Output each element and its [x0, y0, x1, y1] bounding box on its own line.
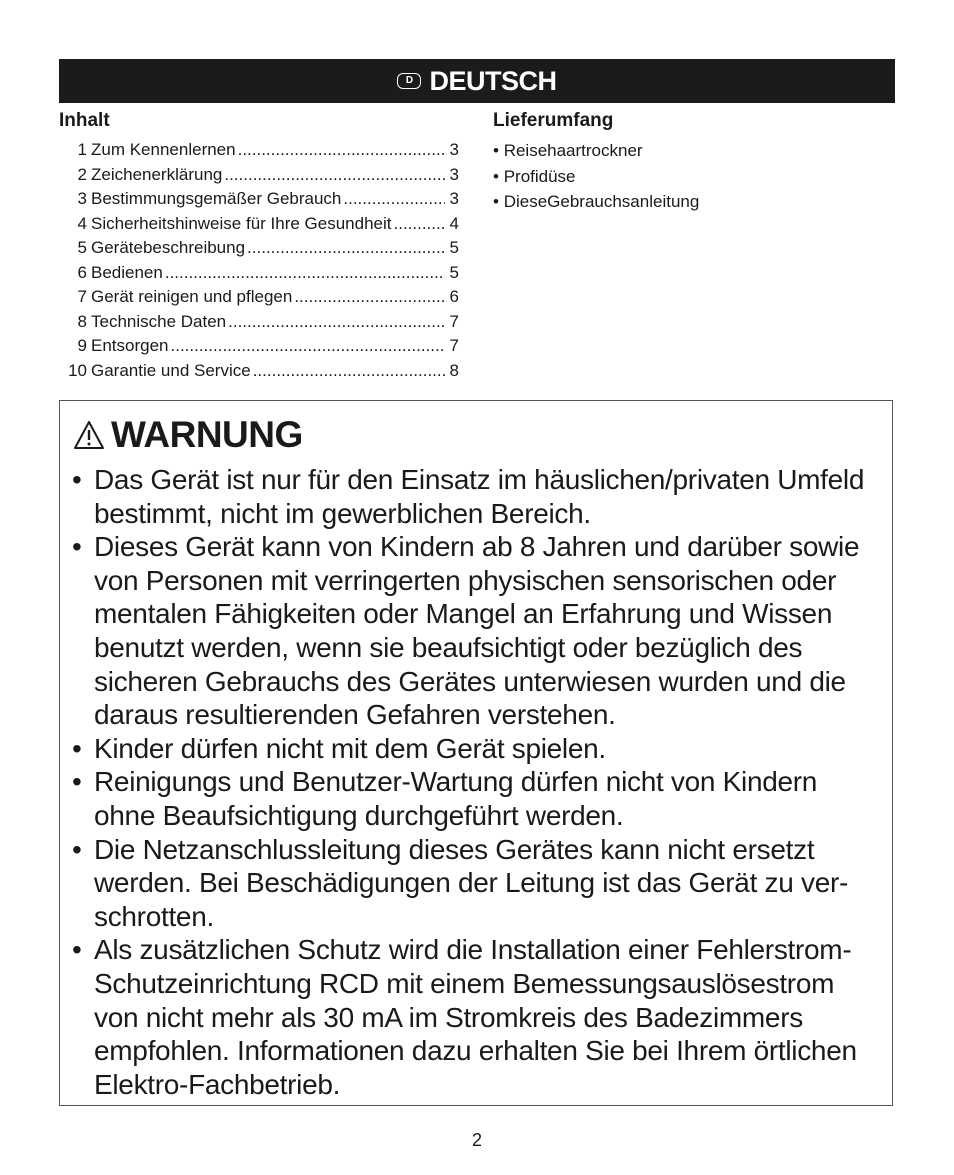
- warning-header: [73, 415, 303, 455]
- toc-item-page: 5: [449, 262, 459, 282]
- toc-item-number: 9: [77, 336, 87, 355]
- toc-item-page: 7: [449, 336, 459, 355]
- warning-title: WARNUNG: [111, 414, 303, 455]
- warning-list: [72, 463, 884, 1101]
- toc-item-number: 7: [77, 287, 87, 306]
- toc-item-label: Gerätebeschreibung: [91, 238, 246, 257]
- warning-item: [72, 530, 884, 732]
- warning-item: [72, 732, 884, 766]
- toc-item-number: 5: [77, 238, 87, 257]
- warning-item-text: Das Gerät ist nur für den Einsatz im häuslichen/privaten Umfeld bestimmt, nicht im gewerblichen Bereich.: [94, 464, 865, 529]
- warning-item-text: Die Netzanschlussleitung dieses Gerätes kann nicht ersetzt werden. Bei Beschädigungen der Leitung ist das Gerät zu ver-schrotten.: [94, 833, 849, 932]
- toc-item[interactable]: [59, 334, 459, 359]
- scope-item: • DieseGebrauchsanleitung: [493, 192, 700, 211]
- bullet-icon: •: [72, 766, 82, 798]
- warning-item: [72, 933, 884, 1101]
- toc-item-number: 10: [68, 360, 87, 380]
- toc-item-page: 6: [449, 287, 459, 306]
- scope-item-label: Profidüse: [503, 166, 576, 186]
- toc-item[interactable]: [59, 187, 459, 212]
- warning-item-text: Als zusätzlichen Schutz wird die Installation einer Fehlerstrom-Schutzeinrichtung RCD mit einem Bemessungsauslösestrom von nicht mehr als 30 mA im Stromkreis des Badezimmers empfohlen. Informationen dazu erhalten Sie bei Ihrem örtlichen Elektro-Fachbetrieb.: [94, 934, 857, 1100]
- toc-item-label: Zum Kennenlernen: [91, 140, 236, 159]
- scope-item-label: Reisehaartrockner: [503, 141, 643, 160]
- toc-item-label: Zeichenerklärung: [91, 164, 223, 184]
- toc-item-page: 3: [449, 140, 459, 159]
- toc-item-label: Garantie und Service: [91, 360, 251, 380]
- page-number: 2: [471, 1130, 482, 1150]
- toc-item-number: 2: [77, 164, 87, 184]
- toc-item-label: Sicherheitshinweise für Ihre Gesundheit: [91, 213, 392, 233]
- toc-item[interactable]: [59, 138, 459, 163]
- scope-of-delivery: [493, 110, 873, 215]
- warning-item-text: Dieses Gerät kann von Kindern ab 8 Jahren und darüber sowie von Personen mit verringerten physischen sensorischen oder mentalen Fähigkeiten oder Mangel an Erfahrung und Wissen benutzt werden, wenn sie beaufsichtigt oder bezüglich des sicheren Gebrauchs des Gerätes unterwiesen wurden und die daraus resultierenden Gefahren verstehen.: [94, 531, 860, 731]
- toc-item[interactable]: [59, 236, 459, 261]
- toc-item-number: 8: [77, 311, 87, 331]
- toc-leader-dots: [394, 212, 446, 237]
- language-header-bar: [59, 59, 895, 103]
- bullet-icon: •: [72, 464, 82, 495]
- bullet-icon: •: [72, 934, 82, 966]
- toc-item-number: 4: [77, 213, 87, 233]
- toc-item-number: 3: [77, 189, 87, 208]
- toc-item-page: 7: [449, 311, 459, 331]
- toc-item-label: Bestimmungsgemäßer Gebrauch: [91, 189, 342, 208]
- bullet-icon: •: [72, 732, 82, 764]
- toc-leader-dots: [343, 187, 445, 212]
- warning-triangle-icon: [73, 420, 105, 450]
- toc-item-number: 1: [77, 140, 87, 159]
- bullet-icon: •: [72, 531, 82, 563]
- toc-leader-dots: [253, 359, 445, 384]
- warning-item: [72, 463, 884, 530]
- warning-item: [72, 765, 884, 832]
- toc-leader-dots: [224, 163, 445, 188]
- scope-item: • Reisehaartrockner: [493, 141, 643, 160]
- toc-item-label: Entsorgen: [91, 336, 169, 355]
- toc-item-label: Bedienen: [91, 262, 163, 282]
- toc-item[interactable]: [59, 310, 459, 335]
- scope-heading: Lieferumfang: [493, 110, 614, 131]
- toc-item[interactable]: [59, 261, 459, 286]
- warning-item: [72, 833, 884, 934]
- toc-item-number: 6: [77, 262, 87, 282]
- toc-leader-dots: [171, 334, 446, 359]
- table-of-contents: [59, 110, 459, 383]
- toc-leader-dots: [247, 236, 445, 261]
- warning-box: [59, 400, 893, 1106]
- toc-leader-dots: [165, 261, 445, 286]
- toc-item[interactable]: [59, 285, 459, 310]
- toc-item[interactable]: [59, 359, 459, 384]
- warning-item-text: Reinigungs und Benutzer-Wartung dürfen nicht von Kindern ohne Beaufsichtigung durchgeführt werden.: [94, 766, 818, 831]
- toc-item-label: Technische Daten: [91, 311, 227, 331]
- toc-leader-dots: [294, 285, 445, 310]
- toc-item-label: Gerät reinigen und pflegen: [91, 287, 293, 306]
- toc-item[interactable]: [59, 212, 459, 237]
- toc-item-page: 4: [449, 213, 459, 233]
- bullet-icon: •: [72, 833, 82, 865]
- toc-item-page: 3: [449, 189, 459, 208]
- toc-leader-dots: [228, 310, 445, 335]
- toc-item-page: 8: [449, 360, 459, 380]
- language-title: DEUTSCH: [429, 65, 557, 96]
- toc-item-page: 5: [449, 238, 459, 257]
- toc-heading: Inhalt: [59, 110, 110, 131]
- toc-item[interactable]: [59, 163, 459, 188]
- toc-leader-dots: [238, 138, 445, 163]
- toc-item-page: 3: [449, 164, 459, 184]
- warning-item-text: Kinder dürfen nicht mit dem Gerät spielen.: [94, 732, 606, 764]
- language-badge: D: [397, 73, 421, 89]
- scope-item: • Profidüse: [493, 166, 576, 186]
- scope-item-label: DieseGebrauchsanleitung: [503, 192, 700, 211]
